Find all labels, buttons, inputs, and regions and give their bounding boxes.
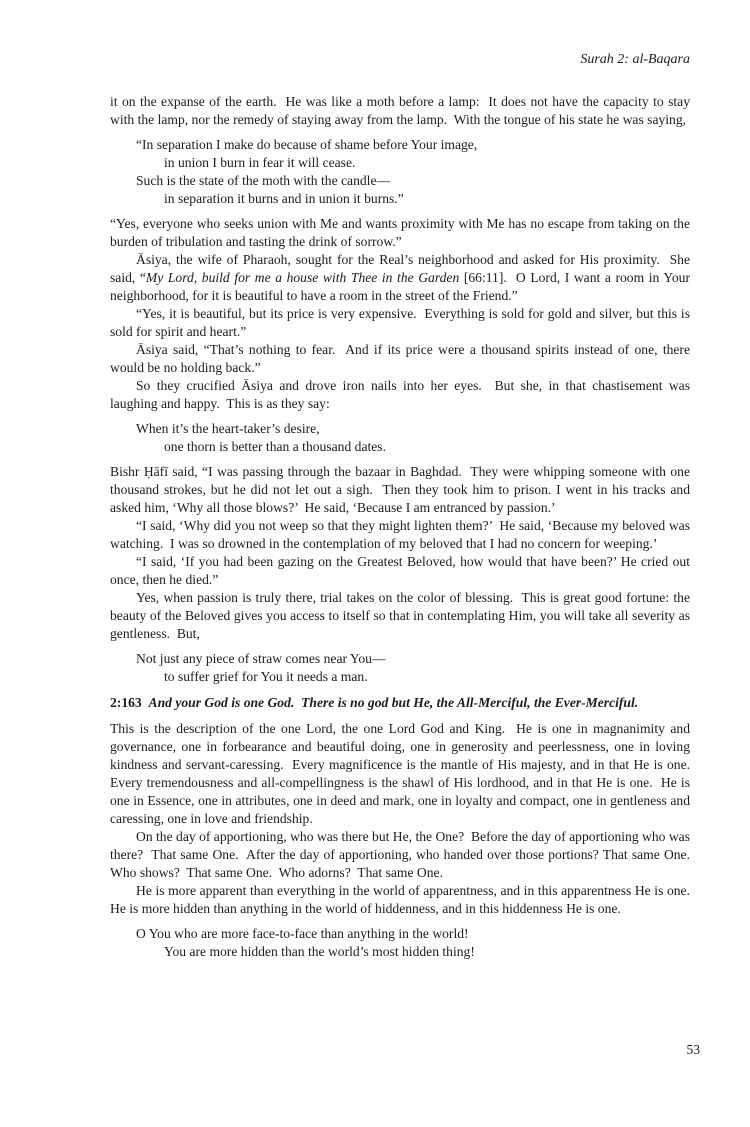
- text-run: Āsiya said, “That’s nothing to fear. And if its price were a thousand spirits instead of one, there would be no holding back.”: [110, 342, 694, 375]
- verse-block: [110, 136, 690, 208]
- text-run: 2:163: [110, 695, 149, 710]
- text-run: “Yes, everyone who seeks union with Me and wants proximity with Me has no escape from taking on the burden of tribulation and tasting the drink of sorrow.”: [110, 216, 694, 249]
- paragraph: [110, 720, 697, 828]
- text-run: So they crucified Āsiya and drove iron nails into her eyes. But she, in that chastisement was laughing and happy. This is as they say:: [110, 378, 694, 411]
- verse-heading: [110, 694, 690, 712]
- paragraph: [110, 589, 694, 643]
- paragraph: [110, 517, 694, 553]
- paragraph: [110, 215, 694, 251]
- text-run: On the day of apportioning, who was there but He, the One? Before the day of apportioning who was there? That same One. After the day of apportioning, who handed over those portions? That same One. Who shows? That same One. Who adorns? That same One.: [110, 829, 697, 880]
- paragraph: [110, 305, 694, 341]
- verse-line: to suffer grief for You it needs a man.: [164, 669, 368, 684]
- verse-line: Such is the state of the moth with the candle—: [136, 173, 391, 188]
- verse-block: [110, 650, 690, 686]
- verse-line: You are more hidden than the world’s most hidden thing!: [164, 944, 475, 959]
- verse-line: one thorn is better than a thousand dates.: [164, 439, 386, 454]
- verse-block: [110, 420, 690, 456]
- paragraph: [110, 377, 694, 413]
- text-run: [66:11]. O Lord, I want a room in Your neighborhood, for it is beautiful to have a room in the street of the Friend.”: [110, 270, 694, 303]
- text-run: Bishr Ḥāfī said, “I was passing through the bazaar in Baghdad. They were whipping someone with one thousand strokes, but he did not let out a sigh. Then they took him to prison. I went in his tracks and asked him, ‘Why all those blows?’ He said, ‘Because I am entranced by passion.’: [110, 464, 694, 515]
- text-run: Yes, when passion is truly there, trial takes on the color of blessing. This is great good fortune: the beauty of the Beloved gives you access to itself so that in contemplating Him, you will take all severity as gentleness. But,: [110, 590, 694, 641]
- paragraph: [110, 553, 694, 589]
- verse-line: Not just any piece of straw comes near You—: [136, 651, 386, 666]
- verse-line: in separation it burns and in union it burns.”: [164, 191, 404, 206]
- text-run: Āsiya, the wife of Pharaoh, sought for the Real’s neighborhood and asked for His proximity. She said, “: [110, 252, 694, 285]
- text-run: My Lord, build for me a house with Thee in the Garden: [145, 270, 460, 285]
- page-number: 53: [686, 1042, 700, 1057]
- running-header: Surah 2: al-Baqara: [580, 52, 690, 67]
- paragraph: [110, 463, 694, 517]
- text-run: “I said, ‘Why did you not weep so that they might lighten them?’ He said, ‘Because my beloved was watching. I was so drowned in the contemplation of my beloved that I had no concern for weeping.’: [110, 518, 694, 551]
- verse-block: [110, 925, 690, 961]
- text-run: This is the description of the one Lord, the one Lord God and King. He is one in magnanimity and governance, one in forbearance and beautiful doing, one in generosity and peerlessness, one in loving kindness and servant-caressing. Every magnificence is the mantle of His majesty, and in that He is one. Every tremendousness and all-compellingness is the shawl of His lordhood, and in that He is one. He is one in Essence, one in attributes, one in deed and mark, one in loyalty and compact, one in gentleness and caressing, one in love and friendship.: [110, 721, 697, 826]
- paragraph: [110, 251, 694, 305]
- text-run: “Yes, it is beautiful, but its price is very expensive. Everything is sold for gold and silver, but this is sold for spirit and heart.”: [110, 306, 694, 339]
- text-run: He is more apparent than everything in the world of apparentness, and in this apparentness He is one. He is more hidden than anything in the world of hiddenness, and in this hiddenness He is one.: [110, 883, 697, 916]
- text-run: And your God is one God. There is no god but He, the All-Merciful, the Ever-Merciful.: [148, 695, 639, 710]
- paragraph: [110, 882, 697, 918]
- paragraph: [110, 341, 694, 377]
- verse-line: “In separation I make do because of shame before Your image,: [136, 137, 478, 152]
- verse-line: O You who are more face-to-face than anything in the world!: [136, 926, 469, 941]
- text-run: “I said, ‘If you had been gazing on the Greatest Beloved, how would that have been?’ He cried out once, then he died.”: [110, 554, 694, 587]
- paragraph: [110, 828, 697, 882]
- paragraph: [110, 93, 694, 129]
- text-run: it on the expanse of the earth. He was like a moth before a lamp: It does not have the capacity to stay with the lamp, nor the remedy of staying away from the lamp. With the tongue of his state he was saying,: [110, 94, 694, 127]
- verse-line: in union I burn in fear it will cease.: [164, 155, 356, 170]
- verse-line: When it’s the heart-taker’s desire,: [136, 421, 320, 436]
- page-body: [110, 93, 697, 968]
